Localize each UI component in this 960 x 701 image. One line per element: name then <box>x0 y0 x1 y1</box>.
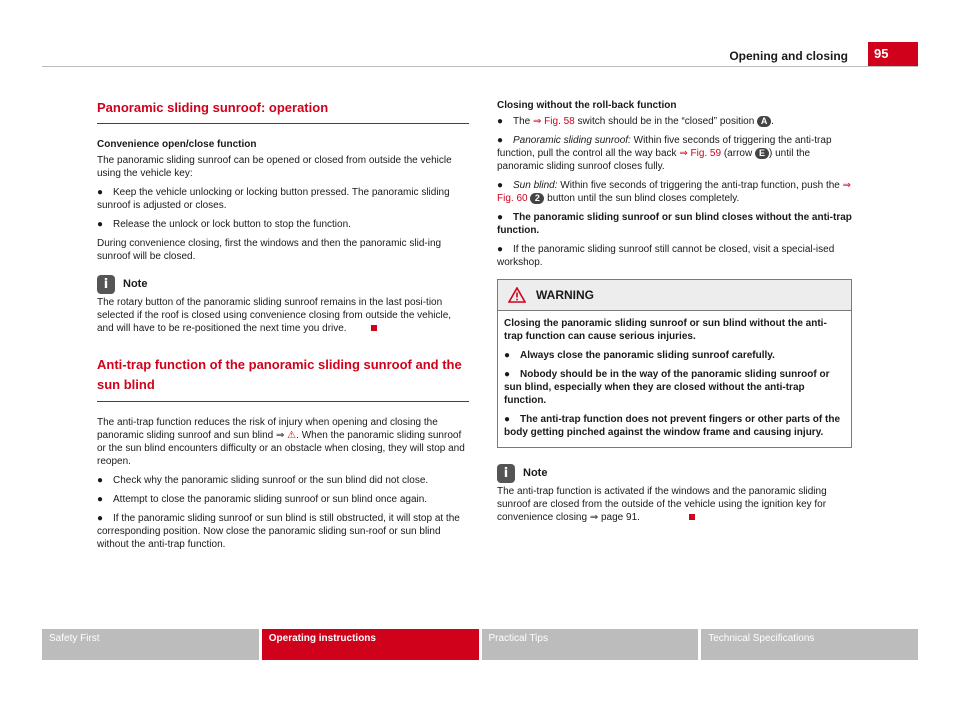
footer-nav <box>42 629 918 660</box>
figure-link[interactable]: ⇒ Fig. 59 <box>679 148 722 159</box>
convenience-paragraph: The panoramic sliding sunroof can be opened or closed from outside the vehicle using the vehicle key: <box>97 155 452 179</box>
list-item: ● If the panoramic sliding sunroof still cannot be closed, visit a special-ised workshop. <box>497 244 835 268</box>
list-item: ● Sun blind: Within five seconds of triggering the anti-trap function, push the ⇒ Fig. 60 2 button until the sun blind closes completely. <box>497 180 852 204</box>
closing-heading: Closing without the roll-back function <box>497 100 677 111</box>
warning-triangle-icon[interactable]: ⚠ <box>287 430 297 441</box>
figure-link[interactable]: ⇒ Fig. 60 <box>497 180 852 204</box>
figure-link[interactable]: ⇒ Fig. 58 <box>533 116 575 127</box>
note-header <box>497 464 852 483</box>
convenience-closing-paragraph: During convenience closing, first the windows and then the panoramic slid-ing sunroof will be closed. <box>97 238 442 262</box>
list-item: ● Check why the panoramic sliding sunroof or the sun blind did not close. <box>97 475 429 486</box>
list-item: ● If the panoramic sliding sunroof or sun blind is still obstructed, it will stop at the corresponding position. Now close the panoramic sliding sun-roof or sun blind without the anti-trap function. <box>97 513 460 550</box>
section-title-sunroof-operation: Panoramic sliding sunroof: operation <box>97 98 469 124</box>
tab-operating-instructions[interactable]: Operating instructions <box>262 629 479 660</box>
note-header <box>97 275 469 294</box>
list-item: ● Nobody should be in the way of the panoramic sliding sunroof or sun blind, especially when they are closed without the anti-trap function. <box>504 369 830 406</box>
warning-label: WARNING <box>536 287 594 302</box>
left-column <box>97 98 469 557</box>
anti-trap-paragraph: The anti-trap function reduces the risk of injury when opening and closing the panoramic sliding sunroof and sun blind ⇒ ⚠. When the panoramic sliding sunroof or the sun blind encounters difficulty or an obstacle when closing, they will stop and reopen. <box>97 417 465 467</box>
button-marker: 2 <box>530 193 544 204</box>
end-of-section-mark <box>371 325 377 331</box>
warning-body <box>498 311 851 447</box>
list-item: ● The panoramic sliding sunroof or sun blind closes without the anti-trap function. <box>497 212 852 236</box>
note-text: The rotary button of the panoramic sliding sunroof remains in the last posi-tion selected if the roof is closed using convenience closing from outside the vehicle, and will have to be re-positioned the next time you drive. <box>97 297 452 334</box>
warning-icon <box>508 287 526 303</box>
header-rule <box>42 66 918 67</box>
end-of-section-mark <box>689 514 695 520</box>
note-text: The anti-trap function is activated if the windows and the panoramic sliding sunroof are closed from the outside of the vehicle using the ignition key for convenience closing ⇒ page 91. <box>497 486 827 523</box>
right-column <box>497 99 852 530</box>
page-number: 95 <box>868 42 918 66</box>
tab-practical-tips[interactable]: Practical Tips <box>482 629 699 660</box>
list-item: ● Attempt to close the panoramic sliding sunroof or sun blind once again. <box>97 494 428 505</box>
list-item: ● Always close the panoramic sliding sunroof carefully. <box>504 350 775 361</box>
list-item: ● Keep the vehicle unlocking or locking button pressed. The panoramic sliding sunroof is adjusted or closes. <box>97 187 450 211</box>
warning-header <box>498 280 851 311</box>
note-label: Note <box>123 278 148 290</box>
tab-technical-specifications[interactable]: Technical Specifications <box>701 629 918 660</box>
list-item: ● The ⇒ Fig. 58 switch should be in the “closed” position A . <box>497 116 774 127</box>
note-label: Note <box>523 467 548 479</box>
list-item: ● The anti-trap function does not prevent fingers or other parts of the body getting pinched against the window frame and causing injury. <box>504 414 841 438</box>
info-icon: i <box>497 464 515 483</box>
info-icon: i <box>97 275 115 294</box>
warning-intro: Closing the panoramic sliding sunroof or sun blind without the anti-trap function can cause serious injuries. <box>504 318 827 342</box>
list-item: ● Panoramic sliding sunroof: Within five seconds of triggering the anti-trap function, pull the control all the way back ⇒ Fig. 59 (arrow E ) until the panoramic sliding sunroof closes fully. <box>497 135 832 172</box>
arrow-marker: E <box>755 148 769 159</box>
tab-safety-first[interactable]: Safety First <box>42 629 259 660</box>
convenience-heading: Convenience open/close function <box>97 139 257 150</box>
position-marker: A <box>757 116 771 127</box>
section-title-anti-trap: Anti-trap function of the panoramic sliding sunroof and the sun blind <box>97 355 469 402</box>
warning-box <box>497 279 852 448</box>
list-item: ● Release the unlock or lock button to stop the function. <box>97 219 351 230</box>
running-header-title: Opening and closing <box>729 49 848 63</box>
